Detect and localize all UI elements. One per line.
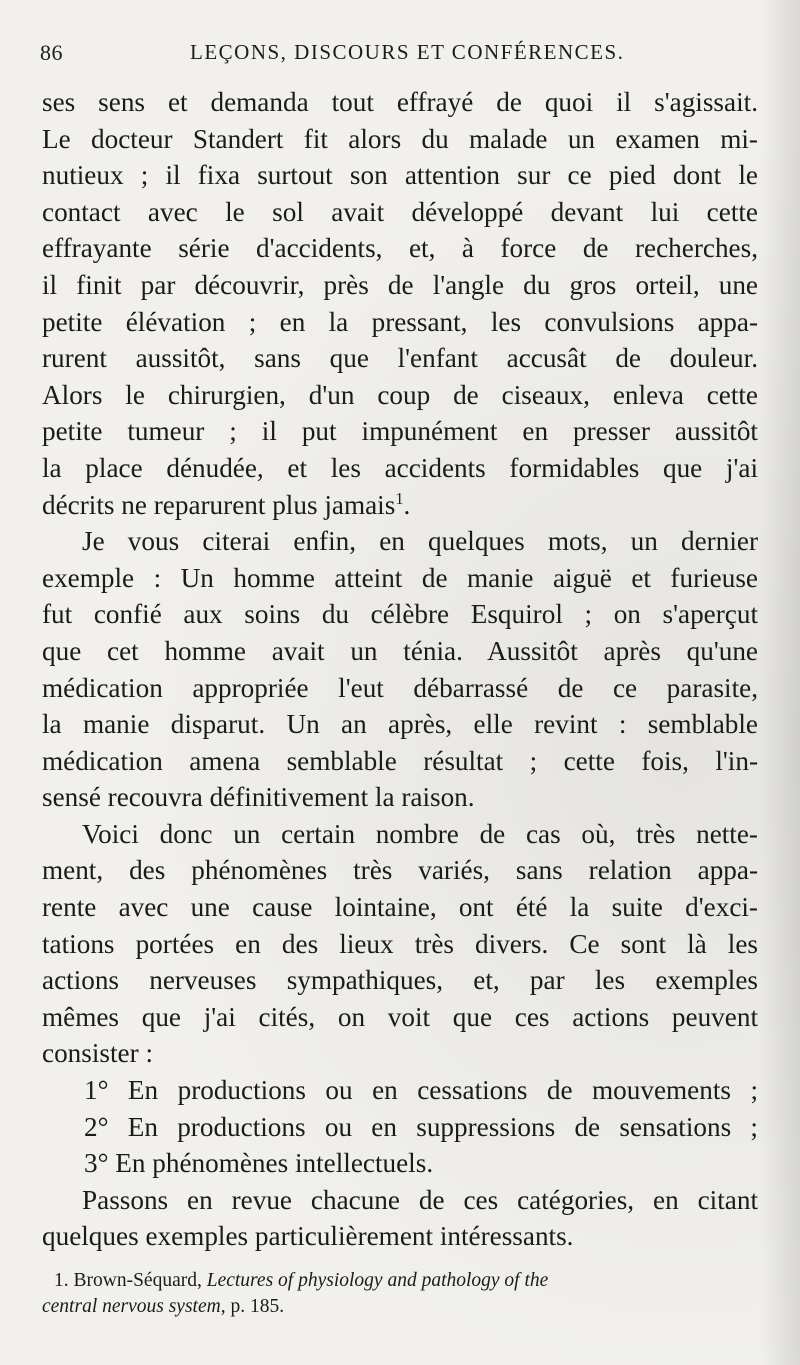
text-line: petite tumeur ; il put impunément en presser aussitôt (42, 416, 758, 447)
footnote-author: Brown-Séquard, (73, 1270, 202, 1291)
text-line: mêmes que j'ai cités, on voit que ces actions peuvent (42, 1001, 758, 1032)
text-line: rente avec une cause lointaine, ont été la suite d'exci- (42, 892, 758, 923)
text-line: la place dénudée, et les accidents formidables que j'ai (42, 452, 758, 483)
text-line: Alors le chirurgien, d'un coup de ciseaux, enleva cette (42, 379, 758, 410)
text-line: que cet homme avait un ténia. Aussitôt après qu'une (42, 635, 758, 666)
footnote-title: Lectures of physiology and pathology of the (206, 1270, 549, 1291)
text-line: Le docteur Standert fit alors du malade un examen mi- (42, 123, 758, 154)
paragraph-end-line: quelques exemples particulièrement intéressants. (42, 1221, 574, 1252)
text-line: effrayante série d'accidents, et, à force de recherches, (42, 233, 758, 264)
paragraph-end-line: sensé recouvra définitivement la raison. (42, 782, 475, 813)
text-line: nutieux ; il fixa surtout son attention sur ce pied dont le (42, 160, 758, 191)
body-text (42, 84, 758, 1255)
paragraph-first-line: Voici donc un certain nombre de cas où, très nette- (82, 818, 758, 849)
spine-shadow (760, 0, 800, 1365)
text-line: exemple : Un homme atteint de manie aiguë et furieuse (42, 562, 758, 593)
running-head: LEÇONS, DISCOURS ET CONFÉRENCES. (190, 40, 625, 64)
page-number: 86 (40, 40, 63, 65)
footnote-title: central nervous system, (42, 1296, 226, 1317)
list-item: 1° En productions ou en cessations de mouvements ; (84, 1075, 758, 1106)
text-line: fut confié aux soins du célèbre Esquirol ; on s'aperçut (42, 599, 758, 630)
footnote-page-ref: p. 185. (230, 1296, 285, 1317)
paragraph-end-line: consister : (42, 1038, 153, 1069)
text-line: médication appropriée l'eut débarrassé de ce parasite, (42, 672, 758, 703)
sentence-period: . (403, 489, 411, 520)
text-line: actions nerveuses sympathiques, et, par les exemples (42, 965, 758, 996)
text-line: contact avec le sol avait développé devant lui cette (42, 196, 758, 227)
paragraph-first-line: Je vous citerai enfin, en quelques mots, un dernier (82, 526, 758, 557)
text-fragment: décrits ne reparurent plus jamais (42, 489, 396, 520)
list-item: 3° En phénomènes intellectuels. (84, 1148, 434, 1179)
text-line: la manie disparut. Un an après, elle revint : semblable (42, 709, 758, 740)
footnote-line (42, 1268, 758, 1294)
paragraph-first-line: Passons en revue chacune de ces catégories, en citant (82, 1184, 758, 1215)
text-line: il finit par découvrir, près de l'angle du gros orteil, une (42, 269, 758, 300)
page-header (40, 40, 760, 72)
text-line: ses sens et demanda tout effrayé de quoi il s'agissait. (42, 87, 758, 117)
footnote-line (42, 1294, 758, 1320)
list-item: 2° En productions ou en suppressions de sensations ; (84, 1111, 758, 1142)
text-line: tations portées en des lieux très divers. Ce sont là les (42, 928, 758, 959)
footnote-reference[interactable]: 1 (395, 488, 404, 508)
footnote (42, 1268, 758, 1320)
text-line: médication amena semblable résultat ; cette fois, l'in- (42, 745, 758, 776)
text-line: petite élévation ; en la pressant, les convulsions appa- (42, 306, 758, 337)
paragraph-end-line (42, 487, 758, 524)
text-line: ment, des phénomènes très variés, sans relation appa- (42, 855, 758, 886)
footnote-marker: 1. (54, 1270, 69, 1291)
text-line: rurent aussitôt, sans que l'enfant accusât de douleur. (42, 343, 758, 374)
